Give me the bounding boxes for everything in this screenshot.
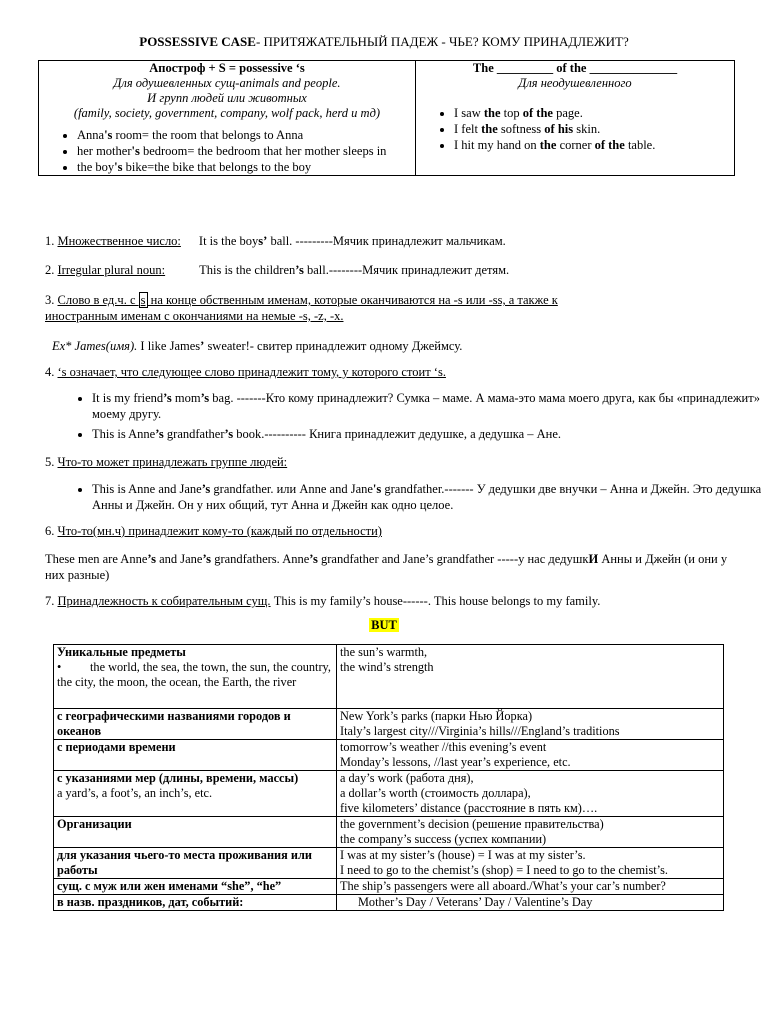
list-item: • I saw the top of the page. <box>454 105 728 121</box>
rule-7: 7. Принадлежность к собирательным сущ. This is my family’s house------. This house belongs to my family. <box>45 594 601 608</box>
but-label: BUT <box>371 618 397 632</box>
list-item: • This is Anne and Jane’s grandfather. или Anne and Jane's grandfather.------- У дедушки две внучки – Анна и Джейн. Это дедушка Анны и Джейн. Он у них общий, тут Анна и Джейн как одно целое. <box>92 481 768 513</box>
rule-6: 6. Что-то(мн.ч) принадлежит кому-то (каждый по отдельности) <box>45 524 382 538</box>
of-examples <box>422 105 728 153</box>
list-item: • the boy's bike=the bike that belongs to the boy <box>77 159 409 175</box>
rule-4-examples <box>60 390 768 442</box>
rule-5: 5. Что-то может принадлежать группе людей: <box>45 455 288 469</box>
list-item: • Anna's room= the room that belongs to Anna <box>77 127 409 143</box>
apostrophe-cell: Апостроф + S = possessive ‘s Для одушевленных сущ-animals and people. И групп людей или животных (family, society, government, company, wolf pack, herd и тд) • Anna's room= the room that belongs to Anna • her mother's bedroom= the bedroom that her mother sleeps in • the boy's bike=the bike that belongs to the boy <box>39 61 416 176</box>
intro-table <box>38 60 735 176</box>
table-row: с указаниями мер (длины, времени, массы) a yard’s, a foot’s, an inch’s, etc. a day’s work (работа дня), a dollar’s worth (стоимость доллара), five kilometers’ distance (расстояние в пять км)…. <box>54 771 724 817</box>
list-item: • This is Anne’s grandfather’s book.---------- Книга принадлежит дедушке, а дедушка – Ане. <box>92 426 768 442</box>
rule-3-example: Ex* James(имя). I like James’ sweater!- свитер принадлежит одному Джеймсу. <box>52 339 463 353</box>
rule-1: 1. Множественное число: It is the boys’ ball. ---------Мячик принадлежит мальчикам. <box>45 234 506 248</box>
rule-6-example: These men are Anne’s and Jane’s grandfathers. Anne’s grandfather and Jane’s grandfather -----у нас дедушкИ Анны и Джейн (и они у них разные) <box>45 552 728 582</box>
list-item: • It is my friend’s mom’s bag. -------Кто кому принадлежит? Сумка – маме. А мама-это мама моего друга, как бы «принадлежит» моему другу. <box>92 390 768 422</box>
table-row: с периодами времени tomorrow’s weather //this evening’s event Monday’s lessons, //last year’s experience, etc. <box>54 740 724 771</box>
list-item: • I felt the softness of his skin. <box>454 121 728 137</box>
list-item: • her mother's bedroom= the bedroom that her mother sleeps in <box>77 143 409 159</box>
table-row: Уникальные предметы • the world, the sea, the town, the sun, the country, the city, the moon, the ocean, the Earth, the river the sun’s warmth, the wind’s strength <box>54 645 724 709</box>
of-construction-cell: The _________ of the ______________ Для неодушевленного • I saw the top of the page. • I felt the softness of his skin. • I hit my hand on the corner of the table. <box>416 61 735 176</box>
list-item: • I hit my hand on the corner of the table. <box>454 137 728 153</box>
table-row: Организации the government’s decision (решение правительства) the company’s success (успех компании) <box>54 817 724 848</box>
rule-4: 4. ‘s означает, что следующее слово принадлежит тому, у которого стоит ‘s. <box>45 365 446 379</box>
table-row: с географическими названиями городов и океанов New York’s parks (парки Нью Йорка) Italy’s largest city///Virginia’s hills///England’s traditions <box>54 709 724 740</box>
rule-5-examples <box>60 481 768 513</box>
rule-2: 2. Irregular plural noun: This is the children’s ball.--------Мячик принадлежит детям. <box>45 263 510 277</box>
table-row: в назв. праздников, дат, событий: Mother’s Day / Veterans’ Day / Valentine’s Day <box>54 895 724 911</box>
rule-3: 3. Слово в ед.ч. с s на конце обственным именам, которые оканчиваются на -s или -ss, а также к иностранным именам с окончаниями на немые -s, -z, -x. <box>45 293 558 323</box>
page-title: POSSESSIVE CASE- ПРИТЯЖАТЕЛЬНЫЙ ПАДЕЖ - ЧЬЕ? КОМУ ПРИНАДЛЕЖИТ? <box>139 34 629 49</box>
table-row: сущ. с муж или жен именами “she”, “he” The ship’s passengers were all aboard./What’s your car’s number? <box>54 879 724 895</box>
apostrophe-examples <box>45 127 409 175</box>
table-row: для указания чьего-то места проживания или работы I was at my sister’s (house) = I was at my sister’s. I need to go to the chemist’s (shop) = I need to go to the chemist’s. <box>54 848 724 879</box>
usage-table <box>53 644 724 911</box>
